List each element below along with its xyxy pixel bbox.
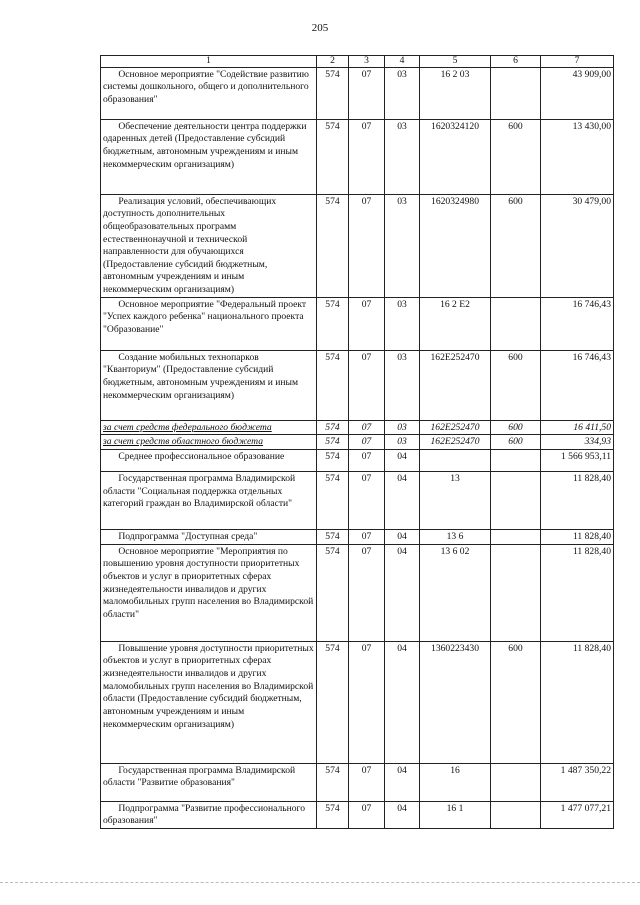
amount-cell: 13 430,00: [541, 119, 614, 194]
row-name-cell: Создание мобильных технопарков "Кванториум" (Предоставление субсидий бюджетным, автономным учреждениям и иным некоммерческим организациям): [101, 350, 317, 420]
table-row: [101, 641, 614, 763]
ministry-code-cell: 574: [317, 67, 349, 119]
section-code-cell: 07: [349, 297, 385, 350]
target-article-cell: 162E252470: [420, 350, 491, 420]
subsection-code-cell: 04: [385, 801, 420, 828]
expense-type-cell: 600: [491, 641, 541, 763]
amount-cell: 334,93: [541, 435, 614, 450]
table-row: [101, 194, 614, 297]
section-code-cell: 07: [349, 194, 385, 297]
ministry-code-cell: 574: [317, 194, 349, 297]
section-code-cell: 07: [349, 472, 385, 530]
header-cell-subsection: 4: [385, 56, 420, 68]
ministry-code-cell: 574: [317, 544, 349, 641]
target-article-cell: 13 6 02: [420, 544, 491, 641]
row-name-cell: Основное мероприятие "Федеральный проект "Успех каждого ребенка" национального проекта "Образование": [101, 297, 317, 350]
table-row: [101, 763, 614, 801]
table-row: [101, 801, 614, 828]
amount-cell: 16 746,43: [541, 350, 614, 420]
header-cell-section: 3: [349, 56, 385, 68]
section-code-cell: 07: [349, 641, 385, 763]
subsection-code-cell: 04: [385, 641, 420, 763]
table-row: [101, 435, 614, 450]
section-code-cell: 07: [349, 763, 385, 801]
row-name-cell: Подпрограмма "Доступная среда": [101, 530, 317, 545]
ministry-code-cell: 574: [317, 450, 349, 472]
ministry-code-cell: 574: [317, 297, 349, 350]
amount-cell: 43 909,00: [541, 67, 614, 119]
table-row: [101, 530, 614, 545]
section-code-cell: 07: [349, 67, 385, 119]
amount-cell: 16 411,50: [541, 420, 614, 435]
subsection-code-cell: 03: [385, 297, 420, 350]
subsection-code-cell: 03: [385, 119, 420, 194]
expense-type-cell: [491, 450, 541, 472]
ministry-code-cell: 574: [317, 350, 349, 420]
ministry-code-cell: 574: [317, 801, 349, 828]
row-name-cell: Основное мероприятие "Содействие развитию системы дошкольного, общего и дополнительного образования": [101, 67, 317, 119]
ministry-code-cell: 574: [317, 119, 349, 194]
budget-table: [100, 55, 614, 829]
subsection-code-cell: 04: [385, 530, 420, 545]
expense-type-cell: [491, 801, 541, 828]
row-name-cell: Реализация условий, обеспечивающих доступность дополнительных общеобразовательных программ естественнонаучной и технической направленности для обучающихся (Предоставление субсидий бюджетным, автономным учреждениям и иным некоммерческим организациям): [101, 194, 317, 297]
expense-type-cell: 600: [491, 194, 541, 297]
amount-cell: 11 828,40: [541, 530, 614, 545]
ministry-code-cell: 574: [317, 420, 349, 435]
subsection-code-cell: 04: [385, 544, 420, 641]
expense-type-cell: 600: [491, 420, 541, 435]
row-name-cell: Государственная программа Владимирской области "Социальная поддержка отдельных категорий граждан во Владимирской области": [101, 472, 317, 530]
row-name-cell: Подпрограмма "Развитие профессионального образования": [101, 801, 317, 828]
target-article-cell: 1620324120: [420, 119, 491, 194]
subsection-code-cell: 03: [385, 350, 420, 420]
expense-type-cell: 600: [491, 435, 541, 450]
subsection-code-cell: 03: [385, 420, 420, 435]
row-name-cell: Обеспечение деятельности центра поддержки одаренных детей (Предоставление субсидий бюджетным, автономным учреждениям и иным некоммерческим организациям): [101, 119, 317, 194]
table-row: [101, 450, 614, 472]
table-row: [101, 119, 614, 194]
expense-type-cell: [491, 544, 541, 641]
section-code-cell: 07: [349, 801, 385, 828]
section-code-cell: 07: [349, 530, 385, 545]
expense-type-cell: 600: [491, 119, 541, 194]
subsection-code-cell: 04: [385, 763, 420, 801]
target-article-cell: 162E252470: [420, 420, 491, 435]
expense-type-cell: [491, 530, 541, 545]
row-name-cell: Среднее профессиональное образование: [101, 450, 317, 472]
table-row: [101, 544, 614, 641]
header-cell-amount: 7: [541, 56, 614, 68]
amount-cell: 1 487 350,22: [541, 763, 614, 801]
target-article-cell: 1620324980: [420, 194, 491, 297]
target-article-cell: 13: [420, 472, 491, 530]
amount-cell: 11 828,40: [541, 472, 614, 530]
ministry-code-cell: 574: [317, 435, 349, 450]
target-article-cell: 16: [420, 763, 491, 801]
subsection-code-cell: 03: [385, 194, 420, 297]
page-number: 205: [311, 22, 329, 34]
header-cell-name: 1: [101, 56, 317, 68]
header-row: [101, 56, 614, 68]
target-article-cell: [420, 450, 491, 472]
section-code-cell: 07: [349, 450, 385, 472]
section-code-cell: 07: [349, 119, 385, 194]
subsection-code-cell: 04: [385, 450, 420, 472]
target-article-cell: 16 2 E2: [420, 297, 491, 350]
target-article-cell: 16 1: [420, 801, 491, 828]
row-name-cell: Государственная программа Владимирской области "Развитие образования": [101, 763, 317, 801]
amount-cell: 11 828,40: [541, 544, 614, 641]
table-row: [101, 297, 614, 350]
subsection-code-cell: 04: [385, 472, 420, 530]
expense-type-cell: [491, 763, 541, 801]
section-code-cell: 07: [349, 435, 385, 450]
table-row: [101, 67, 614, 119]
row-name-cell: за счет средств федерального бюджета: [101, 420, 317, 435]
ministry-code-cell: 574: [317, 641, 349, 763]
target-article-cell: 13 6: [420, 530, 491, 545]
amount-cell: 1 477 077,21: [541, 801, 614, 828]
header-cell-ministry: 2: [317, 56, 349, 68]
table-row: [101, 350, 614, 420]
target-article-cell: 162E252470: [420, 435, 491, 450]
scan-edge-line: [0, 882, 640, 884]
row-name-cell: Повышение уровня доступности приоритетных объектов и услуг в приоритетных сферах жизнедеятельности инвалидов и других маломобильных групп населения во Владимирской области (Предоставление субсидий бюджетным, автономным учреждениям и иным некоммерческим организациям): [101, 641, 317, 763]
expense-type-cell: [491, 472, 541, 530]
row-name-cell: за счет средств областного бюджета: [101, 435, 317, 450]
ministry-code-cell: 574: [317, 763, 349, 801]
section-code-cell: 07: [349, 544, 385, 641]
subsection-code-cell: 03: [385, 67, 420, 119]
row-name-cell: Основное мероприятие "Мероприятия по повышению уровня доступности приоритетных объектов и услуг в приоритетных сферах жизнедеятельности инвалидов и других маломобильных групп населения во Владимирской области": [101, 544, 317, 641]
ministry-code-cell: 574: [317, 472, 349, 530]
ministry-code-cell: 574: [317, 530, 349, 545]
amount-cell: 16 746,43: [541, 297, 614, 350]
target-article-cell: 16 2 03: [420, 67, 491, 119]
amount-cell: 11 828,40: [541, 641, 614, 763]
table-row: [101, 420, 614, 435]
table-row: [101, 472, 614, 530]
subsection-code-cell: 03: [385, 435, 420, 450]
expense-type-cell: [491, 67, 541, 119]
section-code-cell: 07: [349, 420, 385, 435]
amount-cell: 1 566 953,11: [541, 450, 614, 472]
section-code-cell: 07: [349, 350, 385, 420]
amount-cell: 30 479,00: [541, 194, 614, 297]
header-cell-expense-type: 6: [491, 56, 541, 68]
expense-type-cell: 600: [491, 350, 541, 420]
expense-type-cell: [491, 297, 541, 350]
header-cell-target-article: 5: [420, 56, 491, 68]
target-article-cell: 1360223430: [420, 641, 491, 763]
